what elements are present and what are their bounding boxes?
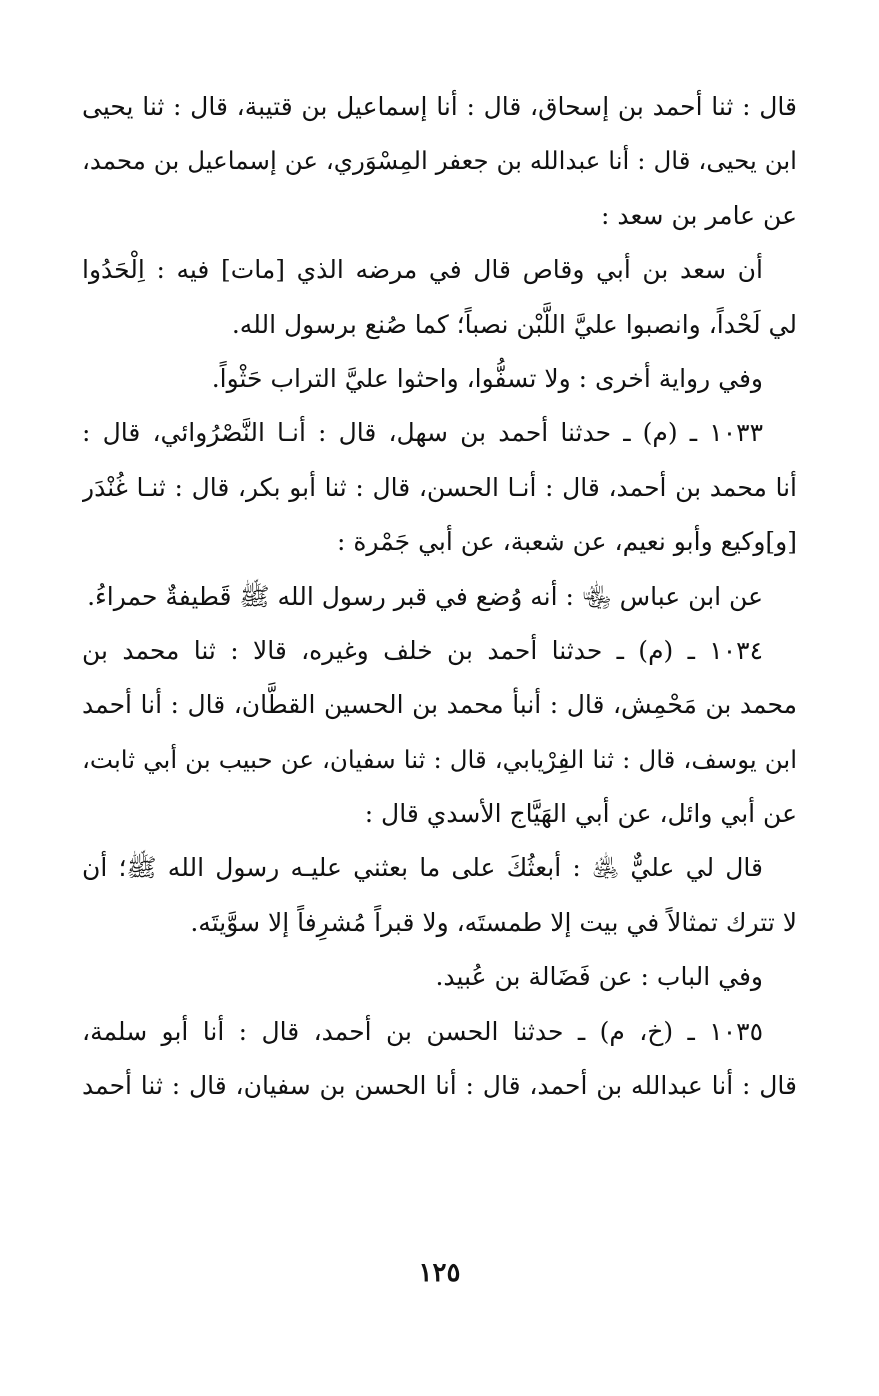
body-text (82, 80, 797, 1113)
text-line: لي لَحْداً، وانصبوا عليَّ اللَّبْن نصباً؛ كما صُنع برسول الله. (231, 309, 797, 339)
text-line: لا تترك تمثالاً في بيت إلا طمستَه، ولا قبراً مُشرِفاً إلا سوَّيتَه. (190, 907, 797, 937)
text-line: ١٠٣٤ ـ (م) ـ حدثنا أحمد بن خلف وغيره، قالا : ثنا محمد بن (82, 635, 763, 665)
text-line: وفي الباب : عن فَضَالة بن عُبيد. (435, 962, 763, 992)
text-line: عن ابن عباس ﵄ : أنه وُضع في قبر رسول الله ﷺ قَطيفةٌ حمراءُ. (87, 581, 763, 611)
text-line: قال : ثنا أحمد بن إسحاق، قال : أنا إسماعيل بن قتيبة، قال : ثنا يحيى (82, 92, 797, 121)
text-line: عن أبي وائل، عن أبي الهَيَّاج الأسدي قال : (364, 799, 797, 829)
text-line: عن عامر بن سعد : (601, 200, 797, 230)
text-line: قال لي عليٌّ ﵁ : أبعثُكَ على ما بعثني عليـه رسول الله ﷺ؛ أن (82, 853, 763, 883)
text-line: ١٠٣٣ ـ (م) ـ حدثنا أحمد بن سهل، قال : أنـا النَّصْرُوائي، قال : (82, 418, 763, 448)
text-line: ابن يحيى، قال : أنا عبدالله بن جعفر المِسْوَري، عن إسماعيل بن محمد، (82, 146, 797, 176)
text-line: أنا محمد بن أحمد، قال : أنـا الحسن، قال : ثنا أبو بكر، قال : ثنـا غُنْدَر (82, 472, 797, 502)
text-line: محمد بن مَحْمِش، قال : أنبأ محمد بن الحسين القطَّان، قال : أنا أحمد (82, 690, 797, 720)
text-line: ابن يوسف، قال : ثنا الفِرْيابي، قال : ثنا سفيان، عن حبيب بن أبي ثابت، (82, 744, 797, 774)
text-line: ١٠٣٥ ـ (خ، م) ـ حدثنا الحسن بن أحمد، قال : أنا أبو سلمة، (82, 1016, 763, 1046)
text-line: أن سعد بن أبي وقاص قال في مرضه الذي [مات] فيه : اِلْحَدُوا (82, 255, 763, 285)
page-number: ١٢٥ (418, 1258, 461, 1288)
text-line: [و]وكيع وأبو نعيم، عن شعبة، عن أبي جَمْرة : (336, 527, 797, 557)
text-line: وفي رواية أخرى : ولا تسفُّوا، واحثوا عليَّ التراب حَثْواً. (211, 363, 763, 393)
text-line: قال : أنا عبدالله بن أحمد، قال : أنا الحسن بن سفيان، قال : ثنا أحمد (82, 1071, 797, 1101)
